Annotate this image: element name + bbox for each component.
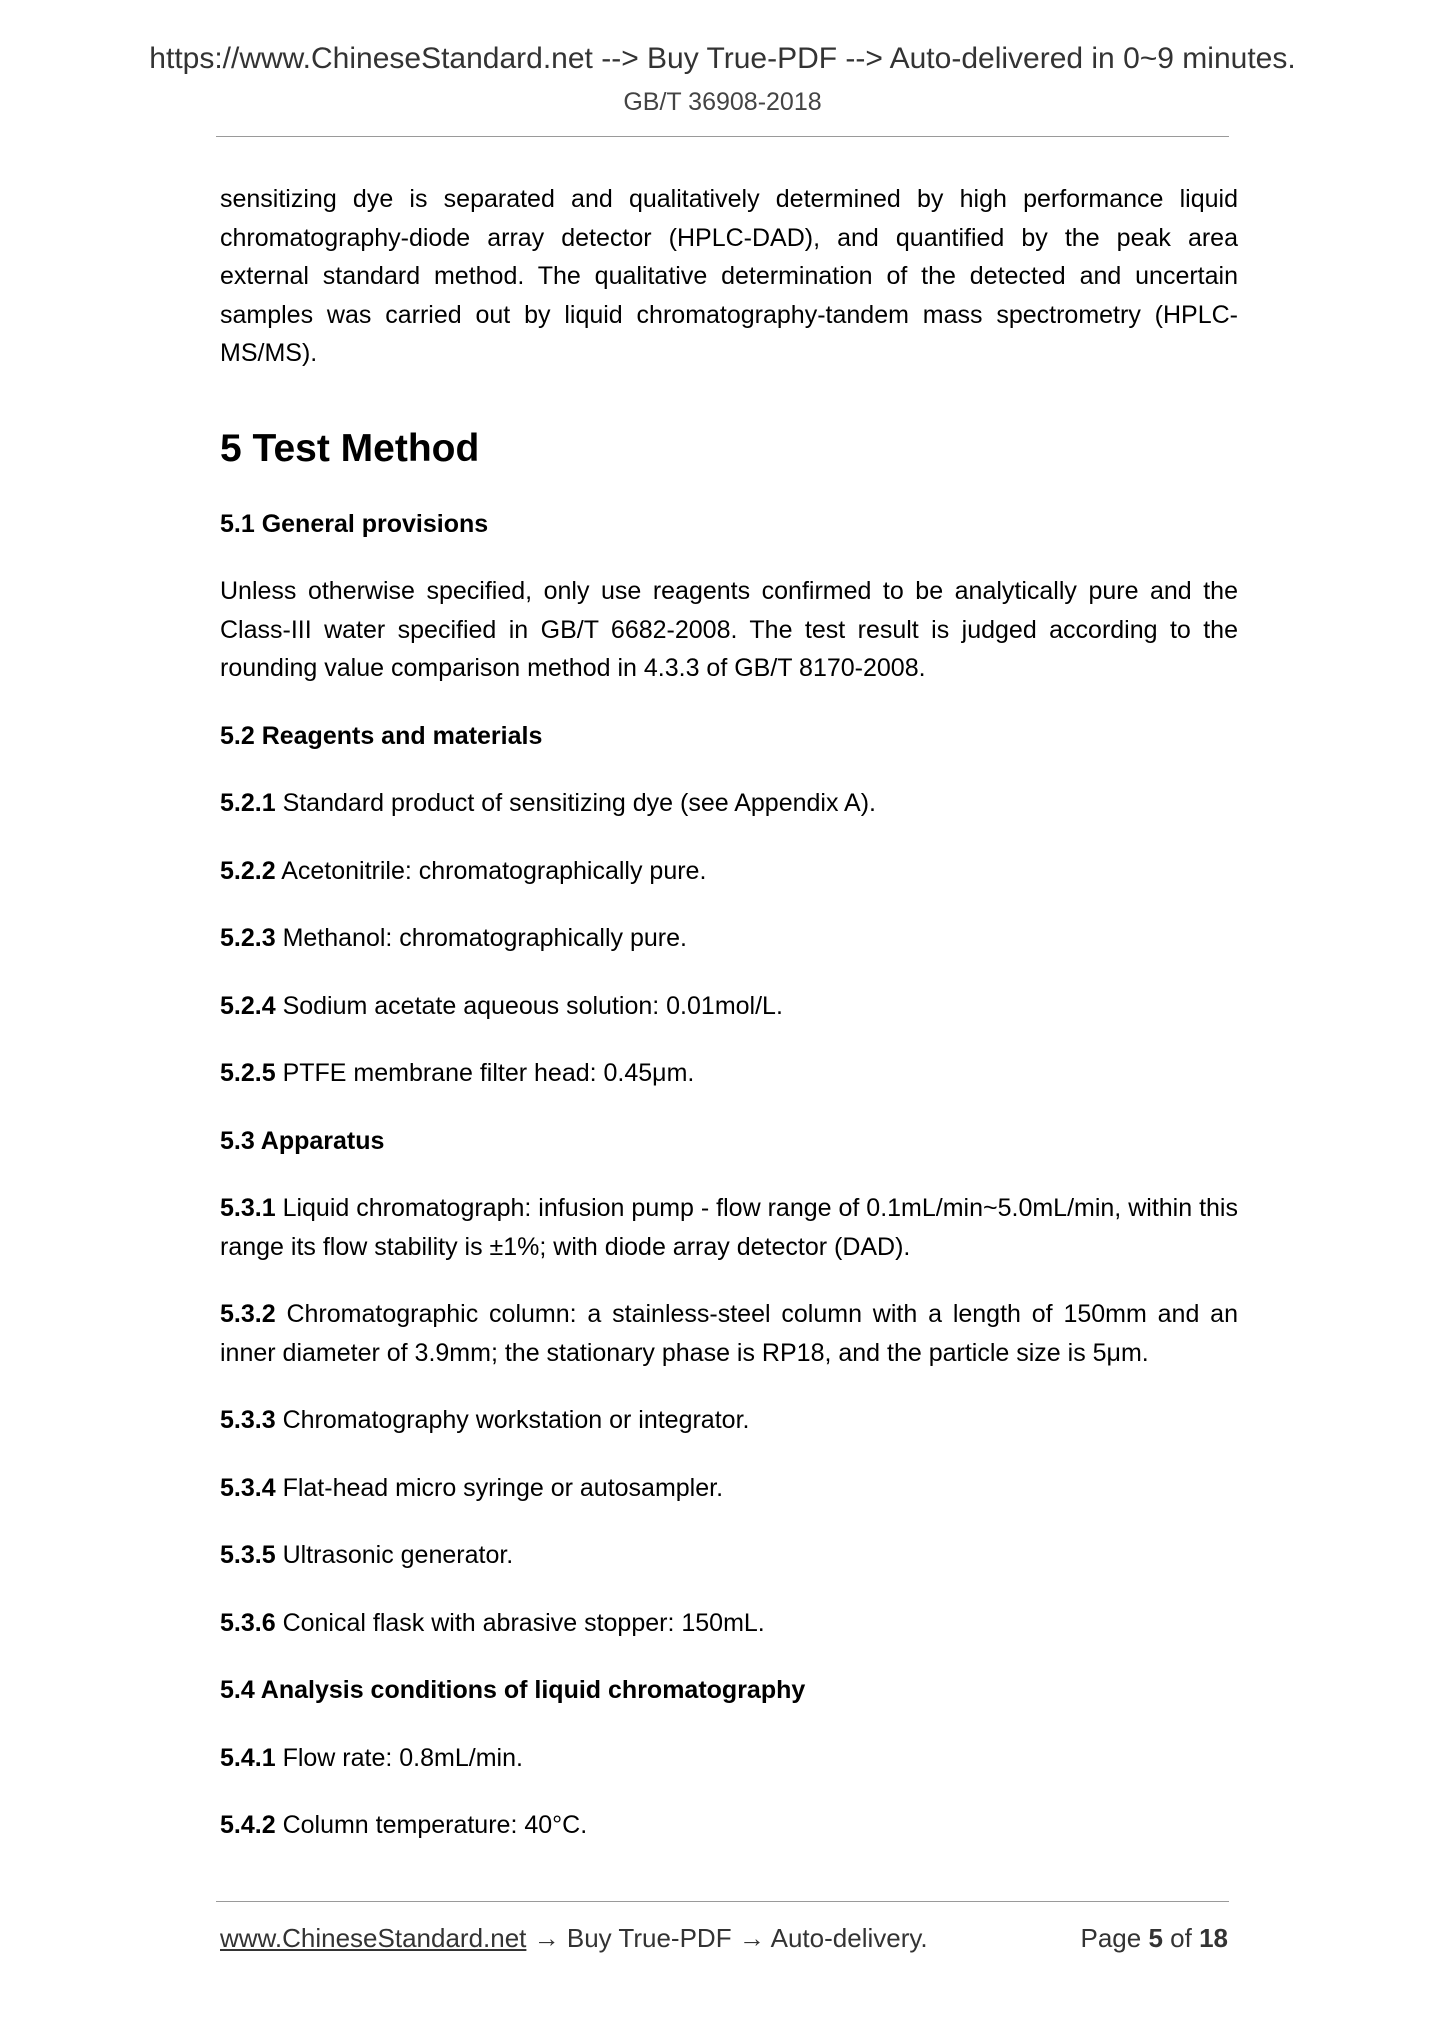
page-total: 18: [1199, 1923, 1228, 1953]
intro-paragraph: sensitizing dye is separated and qualitatively determined by high performance liquid chromatography-diode array detector (HPLC-DAD), and quantified by the peak area external standard method. The qualitative determination of the detected and uncertain samples was carried out by liquid chromatography-tandem mass spectrometry (HPLC-MS/MS).: [220, 185, 1238, 367]
clause-number: 5.2.5: [220, 1059, 276, 1087]
page-indicator: [1080, 1921, 1228, 1955]
clause-text: Chromatographic column: a stainless-steel column with a length of 150mm and an inner diameter of 3.9mm; the stationary phase is RP18, and the particle size is 5μm.: [220, 1300, 1238, 1367]
clause-number: 5.2.3: [220, 924, 276, 952]
list-item: [220, 1469, 1238, 1508]
heading-analysis-conditions: 5.4 Analysis conditions of liquid chromatography: [220, 1676, 806, 1704]
clause-number: 5.3.5: [220, 1541, 276, 1569]
page-footer: [220, 1921, 1228, 1955]
list-item: [220, 1536, 1238, 1575]
heading-general-provisions: 5.1 General provisions: [220, 509, 489, 538]
list-item: [220, 784, 1238, 823]
heading-reagents: 5.2 Reagents and materials: [220, 721, 543, 750]
footer-tagline-delivery: Auto-delivery.: [770, 1923, 928, 1953]
list-item: [220, 1806, 1238, 1845]
heading-apparatus: 5.3 Apparatus: [220, 1126, 385, 1155]
list-item: [220, 987, 1238, 1026]
footer-site-link[interactable]: www.ChineseStandard.net: [220, 1923, 527, 1953]
list-item: [220, 1604, 1238, 1643]
clause-text: Chromatography workstation or integrator.: [282, 1406, 750, 1434]
document-body: [220, 180, 1238, 1874]
clause-text: Acetonitrile: chromatographically pure.: [281, 856, 707, 885]
footer-divider: [216, 1901, 1229, 1902]
clause-text: Liquid chromatograph: infusion pump - flow range of 0.1mL/min~5.0mL/min, within this range its flow stability is ±1%; with diode array detector (DAD).: [220, 1194, 1238, 1261]
clause-number: 5.3.2: [220, 1300, 276, 1328]
standard-code: GB/T 36908-2018: [623, 88, 822, 116]
clause-number: 5.2.1: [220, 789, 276, 817]
arrow-right-icon: →: [533, 1923, 560, 1953]
clause-text: Sodium acetate aqueous solution: 0.01mol/L.: [282, 991, 783, 1020]
clause-number: 5.4.1: [220, 1743, 276, 1772]
clause-number: 5.3.3: [220, 1406, 276, 1434]
list-item: [220, 1739, 1238, 1778]
footer-promo: [220, 1921, 928, 1955]
clause-text: Methanol: chromatographically pure.: [282, 924, 687, 952]
clause-number: 5.2.2: [220, 856, 276, 885]
list-item: [220, 1054, 1238, 1093]
clause-text: Ultrasonic generator.: [282, 1541, 514, 1569]
section-title: 5 Test Method: [220, 426, 480, 470]
clause-text: Conical flask with abrasive stopper: 150mL.: [282, 1608, 765, 1637]
clause-number: 5.3.4: [220, 1473, 276, 1502]
arrow-right-icon: →: [738, 1923, 765, 1953]
clause-number: 5.3.6: [220, 1608, 276, 1637]
clause-number: 5.4.2: [220, 1811, 276, 1839]
footer-tagline: Buy True-PDF: [566, 1923, 732, 1953]
header-divider: [216, 136, 1229, 137]
page-current: 5: [1148, 1923, 1163, 1953]
list-item: [220, 1295, 1238, 1372]
page-of-label: of: [1170, 1923, 1192, 1953]
page-label: Page: [1080, 1923, 1142, 1953]
clause-number: 5.2.4: [220, 991, 276, 1020]
list-item: [220, 1189, 1238, 1266]
clause-number: 5.3.1: [220, 1194, 276, 1222]
clause-text: Standard product of sensitizing dye (see Appendix A).: [282, 789, 876, 817]
list-item: [220, 919, 1238, 958]
clause-text: Flat-head micro syringe or autosampler.: [282, 1473, 724, 1502]
clause-text: PTFE membrane filter head: 0.45μm.: [282, 1059, 695, 1087]
list-item: [220, 852, 1238, 891]
general-provisions-text: Unless otherwise specified, only use reagents confirmed to be analytically pure and the Class-III water specified in GB/T 6682-2008. The test result is judged according to the rounding value comparison method in 4.3.3 of GB/T 8170-2008.: [220, 577, 1238, 682]
list-item: [220, 1401, 1238, 1440]
clause-text: Column temperature: 40°C.: [282, 1811, 588, 1839]
header-banner: https://www.ChineseStandard.net --> Buy True-PDF --> Auto-delivered in 0~9 minutes.: [149, 42, 1296, 75]
clause-text: Flow rate: 0.8mL/min.: [282, 1743, 523, 1772]
